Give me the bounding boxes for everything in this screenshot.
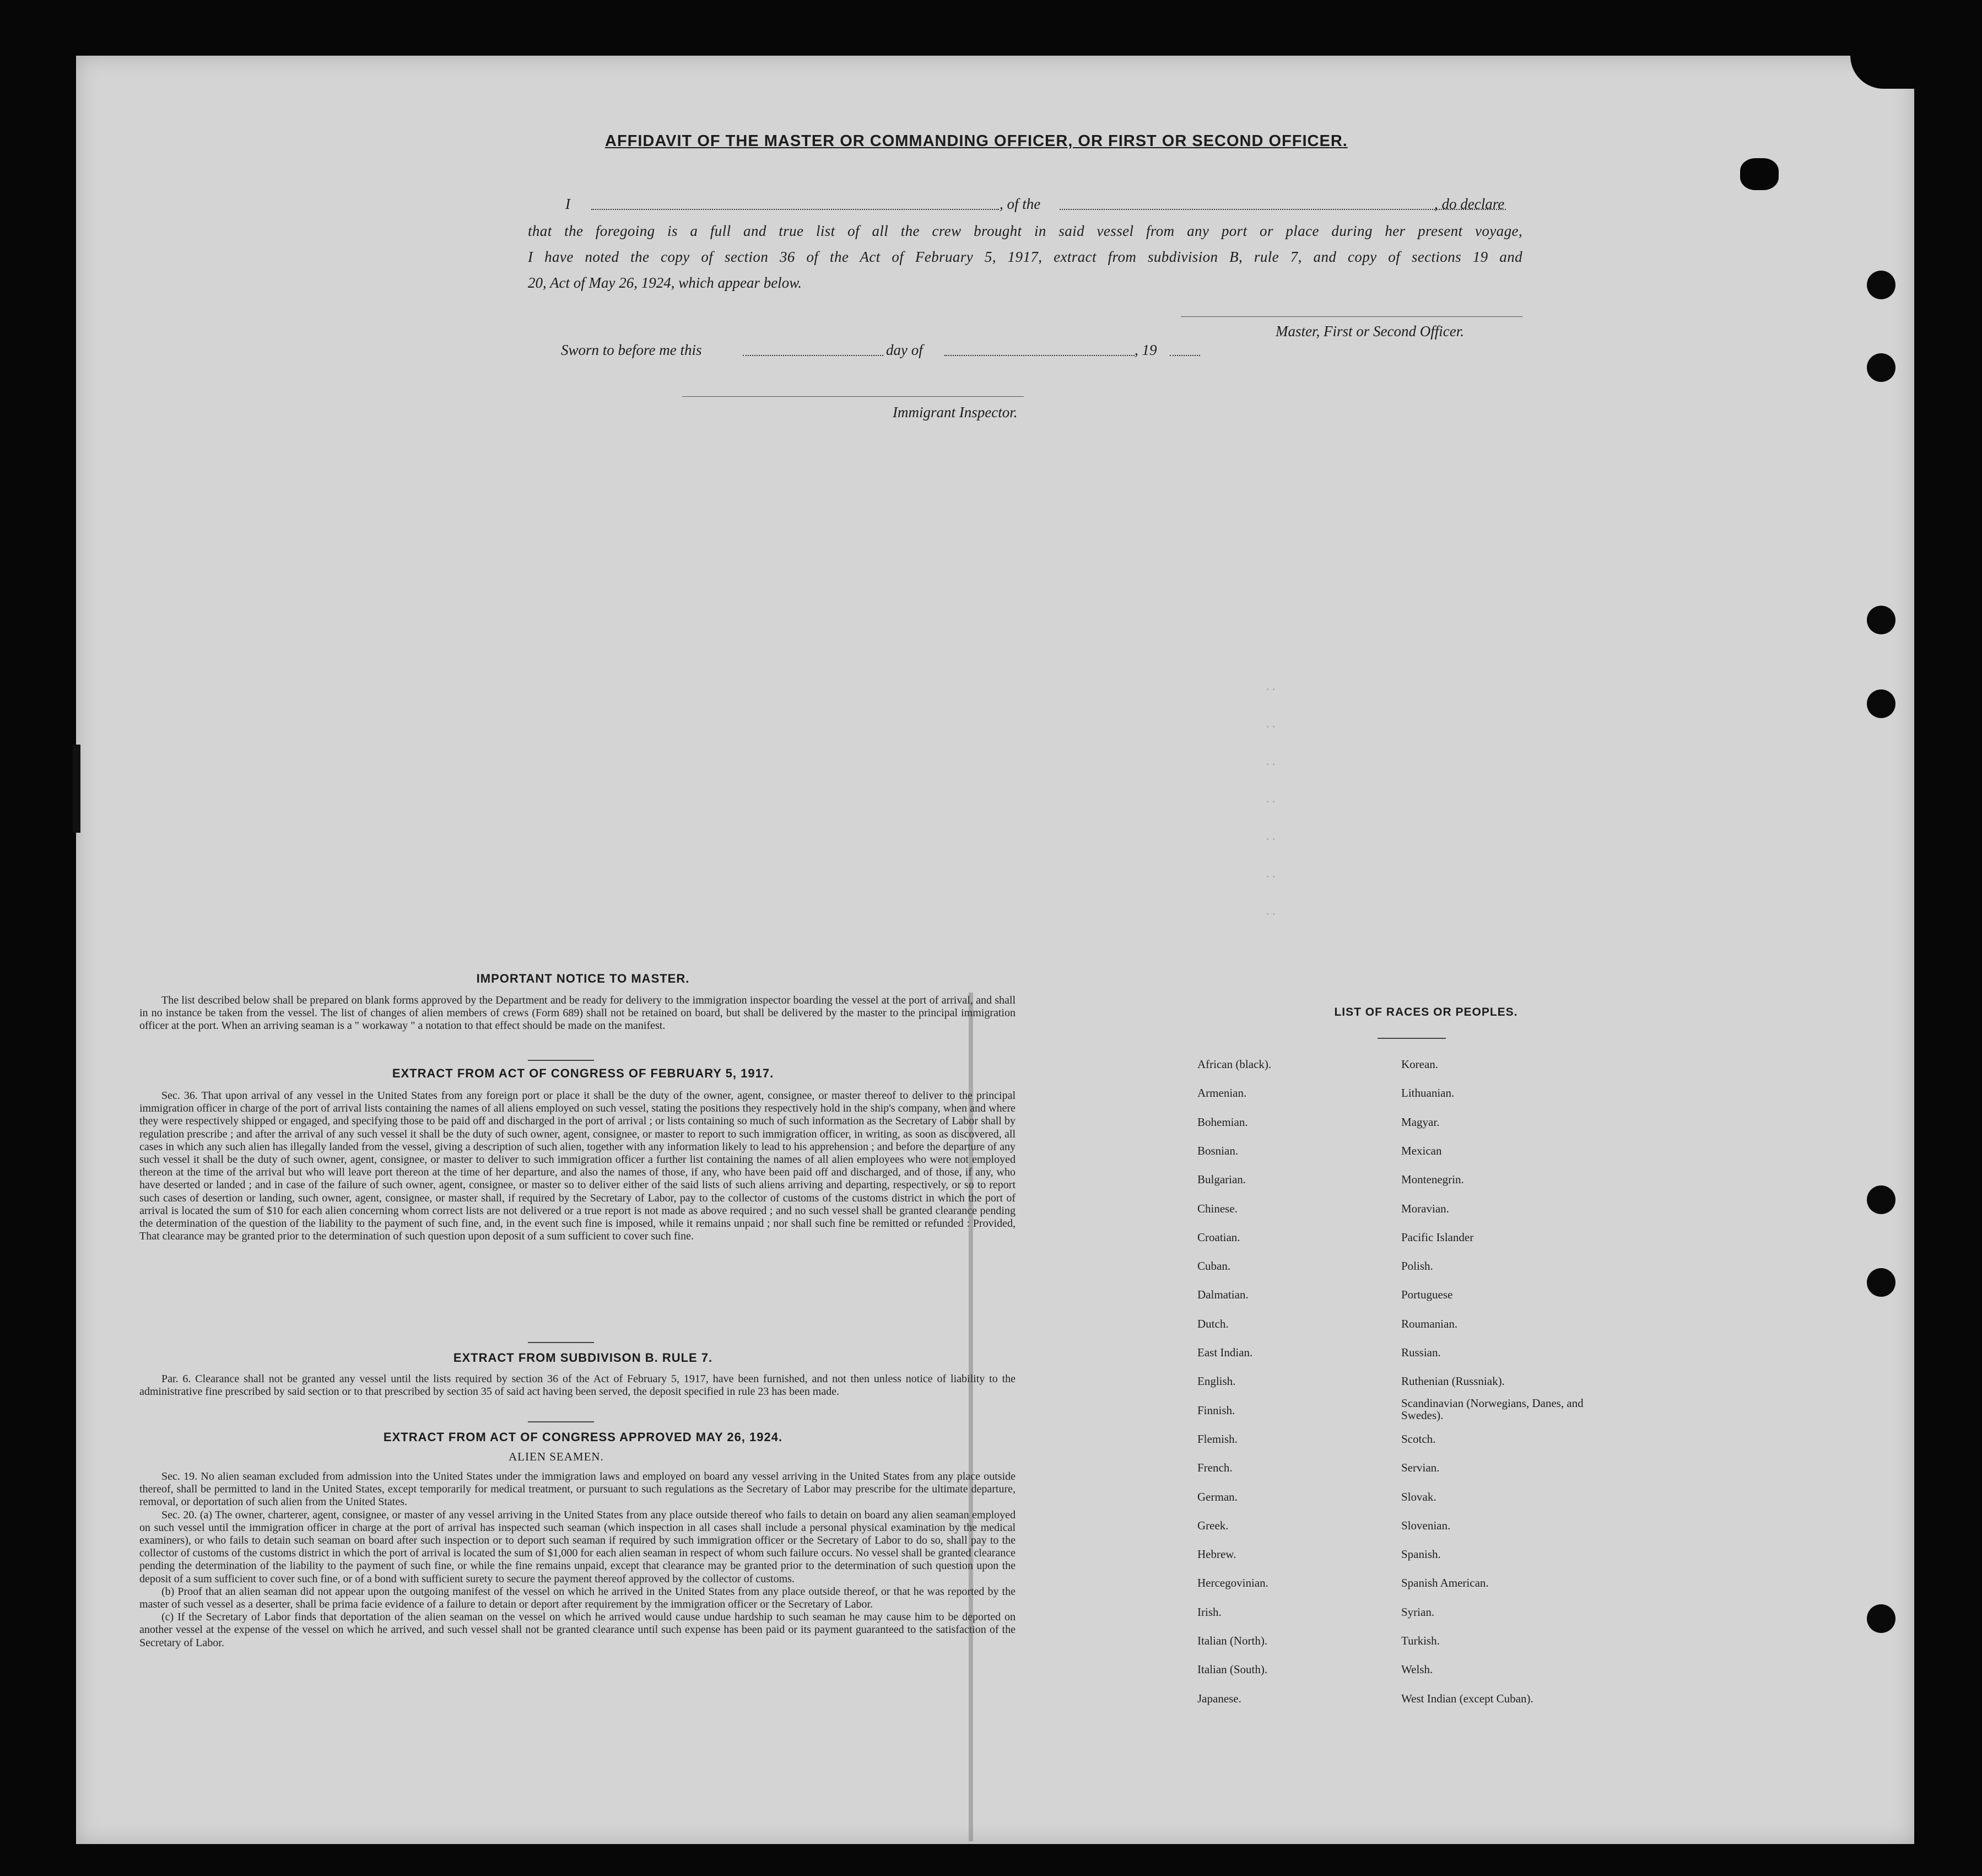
notice-paragraph: The list described below shall be prepared on blank forms approved by the Department and be ready for delivery to the immigration inspector boarding the vessel at the port of arrival, and shall in no instance be taken from the vessel. The list of changes of alien members of crews (Form 689) shall not be retained on board, but shall be delivered by the master to the principal immigration officer at the port. When an arriving seaman is a " workaway " a notation to that effect should be made on the manifest. — [139, 994, 1016, 1032]
name-field[interactable] — [591, 209, 999, 210]
race-item: Lithuanian. — [1401, 1086, 1455, 1099]
race-item: Bohemian. — [1197, 1115, 1248, 1129]
races-title: LIST OF RACES OR PEOPLES. — [1334, 1006, 1518, 1018]
race-item: Moravian. — [1401, 1202, 1449, 1215]
race-item: Cuban. — [1197, 1259, 1231, 1273]
section-divider — [528, 1342, 594, 1343]
inspector-label: Immigrant Inspector. — [893, 404, 1018, 421]
race-item: English. — [1197, 1374, 1236, 1388]
races-divider — [1378, 1038, 1446, 1039]
race-item: Japanese. — [1197, 1692, 1241, 1705]
paper-tear — [1850, 56, 1914, 89]
race-item: Spanish American. — [1401, 1576, 1489, 1589]
race-item: Irish. — [1197, 1605, 1222, 1619]
sworn-month-field[interactable] — [944, 355, 1135, 356]
race-item: Polish. — [1401, 1259, 1433, 1273]
sec20b-paragraph: (b) Proof that an alien seaman did not appear upon the outgoing manifest of the vessel on which he arrived in the United States from any place outside thereof, or that he was reported by the master of such vessel as a deserter, shall be prima facie evidence of a failure to detain or deport after requirement by the immigration officer or the Secretary of Labor. — [139, 1585, 1016, 1611]
punch-hole — [1867, 689, 1895, 718]
paper-tear — [1740, 158, 1779, 190]
section-36-paragraph: Sec. 36. That upon arrival of any vessel in the United States from any foreign port or place it shall be the duty of the owner, agent, consignee, or master thereof to deliver to the principal immigration officer in charge of the port of arrival lists containing the names of all aliens employed on such vessel, stating the positions they respectively hold in the ship's company, when and where they were respectively shipped or engaged, and specifying those to be paid off and discharged in the port of arrival ; or lists containing so much of such information as the Secretary of Labor shall by regulation prescribe ; and after the arrival of any such vessel it shall be the duty of such owner, agent, consignee, or master to report to such immigration officer, in writing, as soon as discovered, all cases in which any such alien has illegally landed from the vessel, giving a description of such alien, together with any information likely to lead to his apprehension ; and before the departure of any such vessel it shall be the duty of such owner, agent, consignee, or master to deliver to such immigration officer a further list containing the names of all alien employees who were not employed thereon at the time of the arrival but who will leave port thereon at the time of her departure, and also the names of those, if any, who have been paid off and discharged, and of those, if any, who have deserted or landed ; and in case of the failure of such owner, agent, consignee, or master so to deliver either of the said lists of such aliens arriving and departing, respectively, or so to report such cases of desertion or landing, such owner, agent, consignee, or master shall, if required by the Secretary of Labor, pay to the collector of customs of the customs district in which the port of arrival is located the sum of $10 for each alien concerning whom correct lists are not delivered or a true report is not made as above required ; and no such vessel shall be granted clearance pending the determination of the question of the liability to the payment of such fine, and, in the event such fine is imposed, while it remains unpaid ; nor shall such fine be remitted or refunded : Provided, That clearance may be granted prior to the determination of such question upon deposit of a sum sufficient to cover such fine. — [139, 1090, 1016, 1243]
punch-hole — [1867, 1268, 1895, 1297]
affidavit-line-3: I have noted the copy of section 36 of the Act of February 5, 1917, extract from subdivision B, rule 7, and copy of sections 19 and — [528, 249, 1522, 265]
bleed-through-marks: . . . . . . . . . . . . . . — [1266, 679, 1276, 918]
race-item: Servian. — [1401, 1461, 1440, 1474]
race-item: Russian. — [1401, 1346, 1441, 1359]
extract-1917-body — [139, 1090, 1016, 1243]
race-item: Hebrew. — [1197, 1548, 1236, 1561]
par6-paragraph: Par. 6. Clearance shall not be granted any vessel until the lists required by section 36 of the Act of February 5, 1917, have been furnished, and not then unless notice of liability to the administrative fine prescribed by said section or to that prescribed by section 35 of said act having been served, the deposit specified in rule 23 has been made. — [139, 1373, 1016, 1398]
race-item: Magyar. — [1401, 1115, 1440, 1129]
race-item: French. — [1197, 1461, 1233, 1474]
race-item: Greek. — [1197, 1519, 1229, 1532]
notice-title: IMPORTANT NOTICE TO MASTER. — [476, 972, 690, 985]
document-page — [76, 56, 1914, 1844]
race-item: Montenegrin. — [1401, 1173, 1464, 1186]
race-item: Dutch. — [1197, 1317, 1229, 1330]
extract-rule7-title: EXTRACT FROM SUBDIVISON B. RULE 7. — [453, 1351, 713, 1365]
section-divider — [528, 1060, 594, 1061]
race-item: Italian (North). — [1197, 1634, 1268, 1647]
sworn-year: , 19 — [1135, 342, 1157, 358]
extract-1917-title: EXTRACT FROM ACT OF CONGRESS OF FEBRUARY 5, 1917. — [392, 1066, 774, 1080]
punch-hole — [1867, 1604, 1895, 1633]
race-item: Ruthenian (Russniak). — [1401, 1374, 1505, 1388]
punch-hole — [1867, 353, 1895, 382]
race-item: Flemish. — [1197, 1432, 1238, 1446]
race-item: Bosnian. — [1197, 1144, 1239, 1157]
race-item: Turkish. — [1401, 1634, 1440, 1647]
race-item: Slovenian. — [1401, 1519, 1451, 1532]
race-item: Hercegovinian. — [1197, 1576, 1268, 1589]
race-item: East Indian. — [1197, 1346, 1253, 1359]
race-item: Scandinavian (Norwegians, Danes, and Swedes). — [1401, 1397, 1584, 1422]
scan-mark — [73, 745, 80, 833]
race-item: Slovak. — [1401, 1490, 1436, 1503]
affidavit-of-the: , of the — [1000, 196, 1041, 212]
extract-rule7-body — [139, 1373, 1016, 1398]
affidavit-title: AFFIDAVIT OF THE MASTER OR COMMANDING OFFICER, OR FIRST OR SECOND OFFICER. — [605, 132, 1348, 150]
race-item: Korean. — [1401, 1058, 1439, 1071]
race-item: Roumanian. — [1401, 1317, 1458, 1330]
extract-1924-title: EXTRACT FROM ACT OF CONGRESS APPROVED MAY 26, 1924. — [383, 1430, 783, 1444]
punch-hole — [1867, 271, 1895, 299]
punch-hole — [1867, 606, 1895, 634]
sworn-date-field[interactable] — [743, 355, 883, 356]
punch-hole — [1867, 1185, 1895, 1214]
race-item: Croatian. — [1197, 1231, 1240, 1244]
race-item: German. — [1197, 1490, 1238, 1503]
race-item: Scotch. — [1401, 1432, 1436, 1446]
master-signature-line[interactable] — [1181, 316, 1522, 317]
race-item: Welsh. — [1401, 1663, 1433, 1676]
alien-seamen-subtitle: ALIEN SEAMEN. — [509, 1450, 604, 1463]
race-item: West Indian (except Cuban). — [1401, 1692, 1533, 1705]
section-divider — [528, 1421, 594, 1422]
race-item: African (black). — [1197, 1058, 1272, 1071]
race-item: Finnish. — [1197, 1404, 1235, 1417]
race-item: Bulgarian. — [1197, 1173, 1246, 1186]
affidavit-i: I — [565, 196, 570, 212]
affidavit-line-2: that the foregoing is a full and true list of all the crew brought in said vessel from any port or place during her present voyage, — [528, 223, 1522, 239]
race-item: Dalmatian. — [1197, 1288, 1249, 1301]
sec19-paragraph: Sec. 19. No alien seaman excluded from admission into the United States under the immigration laws and employed on board any vessel arriving in the United States from any place outside thereof, shall be permitted to land in the United States, except temporarily for medical treatment, or pursuant to such regulations as the Secretary of Labor may prescribe for the ultimate departure, removal, or deportation of such alien from the United States. — [139, 1470, 1016, 1508]
sworn-year-field[interactable] — [1170, 355, 1200, 356]
race-item: Mexican — [1401, 1144, 1442, 1157]
notice-body — [139, 994, 1016, 1033]
master-signature-label: Master, First or Second Officer. — [1276, 323, 1464, 339]
race-item: Portuguese — [1401, 1288, 1453, 1301]
affidavit-line-4: 20, Act of May 26, 1924, which appear below. — [528, 274, 802, 291]
sec20c-paragraph: (c) If the Secretary of Labor finds that deportation of the alien seaman on the vessel on which he arrived would cause undue hardship to such seaman he may cause him to be deported on another vessel at the expense of the vessel on which he arrived, and such vessel shall not be granted clearance until such expense has been paid or its payment guaranteed to the satisfaction of the Secretary of Labor. — [139, 1611, 1016, 1649]
extract-1924-body — [139, 1470, 1016, 1649]
sworn-day-of: day of — [886, 342, 923, 358]
race-item: Italian (South). — [1197, 1663, 1268, 1676]
race-item: Spanish. — [1401, 1548, 1441, 1561]
race-item: Armenian. — [1197, 1086, 1247, 1099]
inspector-signature-line[interactable] — [682, 396, 1024, 397]
race-item: Chinese. — [1197, 1202, 1238, 1215]
affidavit-declare: , do declare — [1434, 196, 1505, 212]
race-item: Syrian. — [1401, 1605, 1435, 1619]
sec20a-paragraph: Sec. 20. (a) The owner, charterer, agent, consignee, or master of any vessel arriving in the United States from any place outside thereof who fails to detain on board any alien seaman employed on such vessel until the immigration officer in charge at the port of arrival has inspected such seaman (which inspection in all cases shall include a personal physical examination by the medical examiners), or who fails to detain such seaman on board after such inspection or to deport such seaman if required by such immigration officer or the Secretary of Labor to do so, shall pay to the collector of customs of the customs district in which the port of arrival is located the sum of $1,000 for each alien seaman in respect of whom such failure occurs. No vessel shall be granted clearance pending the determination of the liability to the payment of such fine, or while the fine remains unpaid, except that clearance may be granted prior to the determination of such question upon the deposit of a sum sufficient to cover such fine, or of a bond with sufficient surety to secure the payment thereof approved by the collector of customs. — [139, 1508, 1016, 1585]
race-item: Pacific Islander — [1401, 1231, 1474, 1244]
sworn-prefix: Sworn to before me this — [561, 342, 702, 358]
